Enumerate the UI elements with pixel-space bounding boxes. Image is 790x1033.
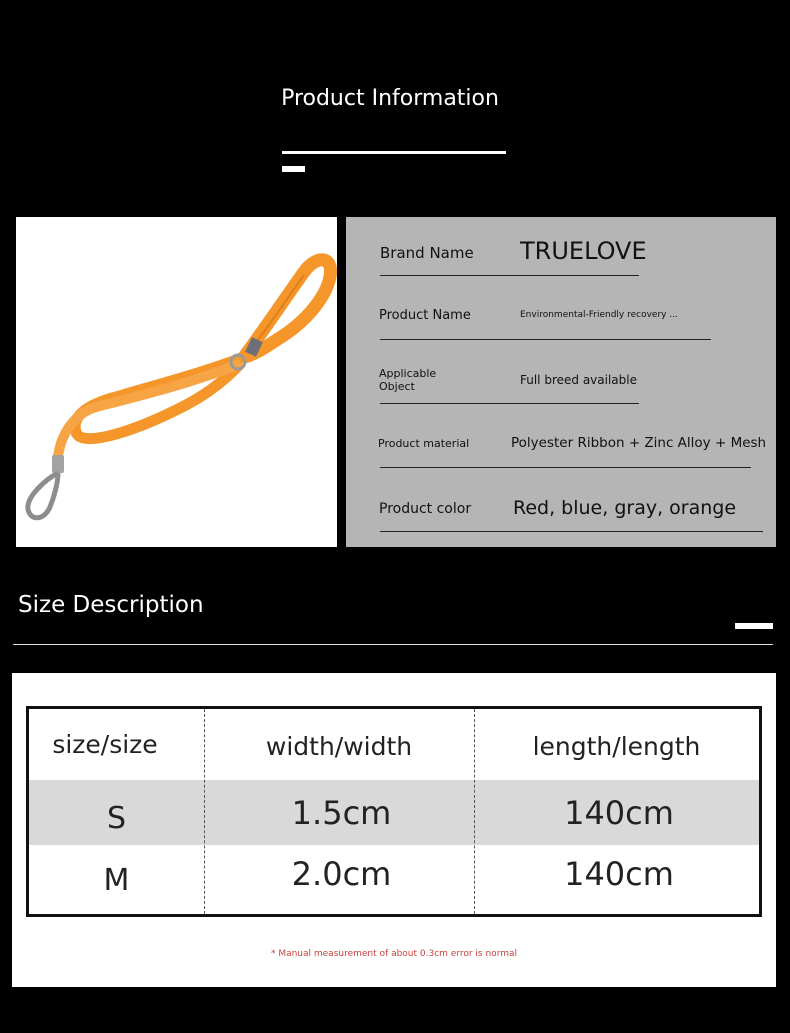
product-name-value: Environmental-Friendly recovery ... (520, 310, 678, 320)
dog-leash-illustration (16, 217, 337, 547)
row-underline (380, 275, 639, 276)
column-header-width: width/width (265, 732, 413, 761)
column-header-length: length/length (532, 732, 701, 761)
column-header-size: size/size (52, 730, 158, 759)
table-cell-width: 2.0cm (291, 855, 392, 893)
brand-name-value: TRUELOVE (520, 237, 647, 265)
measurement-note: * Manual measurement of about 0.3cm error is normal (270, 949, 518, 959)
product-image (16, 217, 337, 547)
product-name-label: Product Name (379, 308, 471, 323)
section-title-product-information: Product Information (281, 86, 499, 111)
applicable-object-label-line2: Object (379, 380, 415, 393)
table-cell-length: 140cm (564, 793, 674, 832)
applicable-object-label-line1: Applicable (379, 367, 437, 380)
row-underline (380, 403, 639, 404)
row-underline (380, 531, 763, 532)
title-accent-dash (282, 166, 305, 172)
section-title-size-description: Size Description (18, 592, 204, 618)
product-info-panel (346, 217, 776, 547)
section-accent-dash (735, 623, 773, 629)
size-table (26, 706, 762, 917)
product-color-label: Product color (379, 501, 472, 517)
product-material-value: Polyester Ribbon + Zinc Alloy + Mesh (511, 435, 767, 451)
product-color-value: Red, blue, gray, orange (513, 497, 737, 519)
section-divider (13, 644, 773, 645)
applicable-object-label (379, 367, 436, 393)
table-cell-length: 140cm (564, 855, 674, 893)
title-underline (282, 151, 506, 154)
brand-name-label: Brand Name (380, 244, 474, 262)
row-underline (380, 467, 751, 468)
table-cell-size: S (106, 801, 127, 836)
applicable-object-value: Full breed available (520, 373, 637, 387)
product-material-label: Product material (378, 437, 470, 450)
table-cell-width: 1.5cm (291, 793, 392, 832)
table-cell-size: M (103, 863, 130, 898)
row-underline (380, 339, 711, 340)
size-table-panel (12, 673, 776, 987)
